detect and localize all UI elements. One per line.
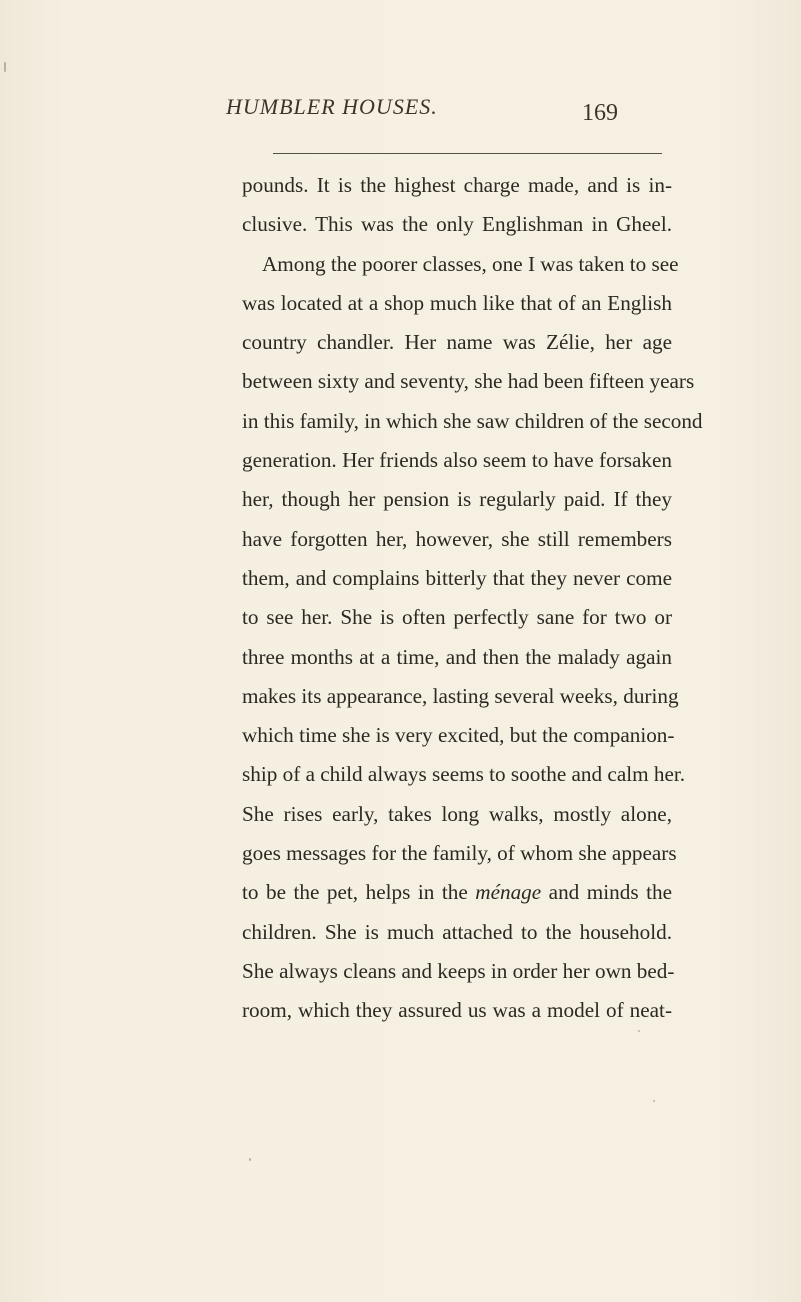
text-segment: to be the pet, helps in the bbox=[242, 880, 476, 905]
text-line: ship of a child always seems to soothe and calm her. bbox=[242, 762, 686, 787]
paper-speck bbox=[638, 1030, 640, 1032]
text-line: goes messages for the family, of whom she appears bbox=[242, 841, 677, 866]
text-line: between sixty and seventy, she had been fifteen years bbox=[242, 369, 695, 394]
page-header bbox=[0, 94, 801, 134]
text-line: her, though her pension is regularly paid. If they bbox=[242, 487, 672, 512]
text-line: makes its appearance, lasting several weeks, during bbox=[242, 683, 679, 708]
text-line: generation. Her friends also seem to have forsaken bbox=[242, 448, 672, 473]
paper-speck bbox=[653, 1100, 655, 1102]
text-line: Among the poorer classes, one I was taken to see bbox=[262, 251, 679, 276]
paper-speck bbox=[249, 1158, 251, 1161]
text-line: them, and complains bitterly that they never come bbox=[242, 565, 672, 590]
text-line: pounds. It is the highest charge made, and is in- bbox=[242, 173, 672, 197]
text-line: three months at a time, and then the malady again bbox=[242, 644, 672, 669]
text-line: which time she is very excited, but the companion- bbox=[242, 723, 675, 748]
text-line: to see her. She is often perfectly sane for two or bbox=[242, 605, 672, 630]
italic-word: ménage bbox=[475, 880, 542, 905]
text-line: have forgotten her, however, she still remembers bbox=[242, 526, 672, 551]
text-line: in this family, in which she saw children of the second bbox=[242, 408, 703, 433]
text-line: was located at a shop much like that of an English bbox=[242, 290, 672, 315]
running-head: HUMBLER HOUSES. bbox=[226, 94, 438, 119]
page-number: 169 bbox=[582, 100, 618, 126]
header-rule bbox=[273, 153, 662, 154]
text-segment: and minds the bbox=[541, 880, 672, 905]
paper-speck bbox=[4, 62, 6, 72]
text-line: She rises early, takes long walks, mostly alone, bbox=[242, 801, 672, 826]
text-line: children. She is much attached to the household. bbox=[242, 919, 672, 944]
text-line: She always cleans and keeps in order her own bed- bbox=[242, 958, 675, 983]
text-line: room, which they assured us was a model of neat- bbox=[242, 998, 672, 1023]
text-line: country chandler. Her name was Zélie, her age bbox=[242, 330, 672, 355]
text-line: clusive. This was the only Englishman in Gheel. bbox=[242, 212, 672, 237]
body-text bbox=[242, 166, 703, 1031]
text-line-with-italic bbox=[242, 873, 672, 912]
